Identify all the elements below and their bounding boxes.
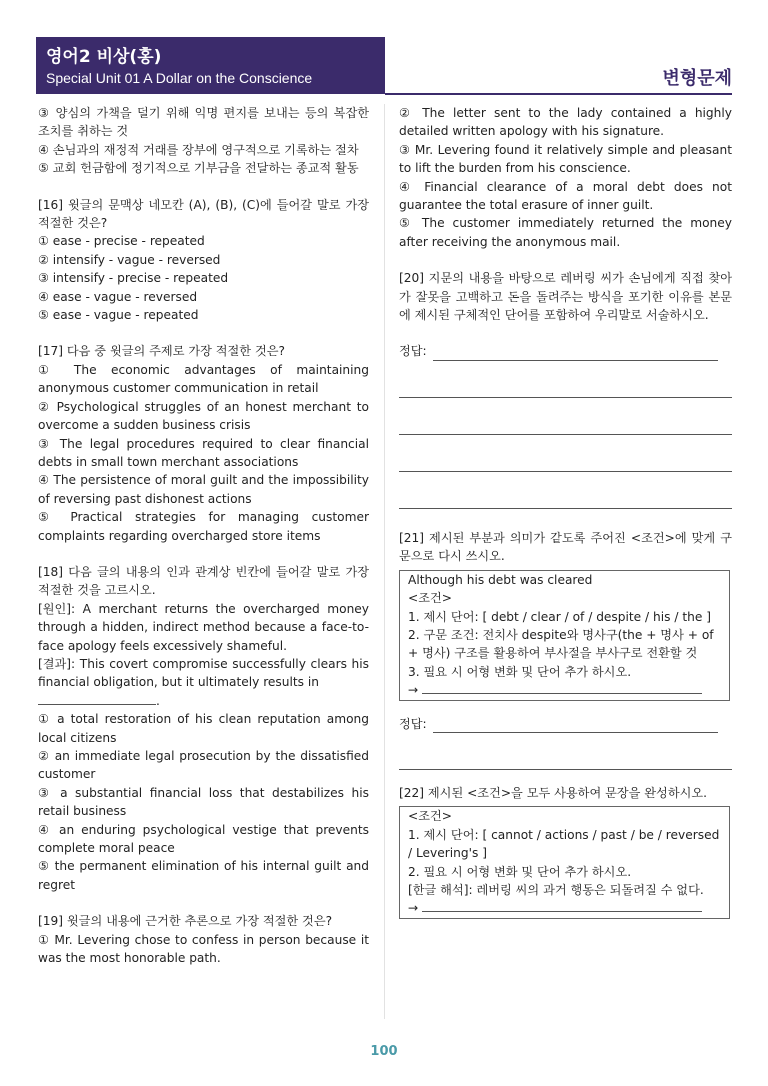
condition-item: 2. 구문 조건: 전치사 despite와 명사구(the + 명사 + of + 명사) 구조를 활용하여 부사절을 부사구로 전환할 것	[408, 627, 714, 661]
condition-box-21	[399, 570, 730, 701]
header-title: 영어2 비상(홍)	[46, 47, 162, 67]
column-divider	[384, 104, 385, 1019]
answer-line[interactable]	[399, 751, 732, 770]
answer-line[interactable]	[399, 490, 732, 509]
option: ④ 손님과의 재정적 거래를 장부에 영구적으로 기록하는 절차	[38, 142, 359, 157]
question-17: [17] 다음 중 윗글의 주제로 가장 적절한 것은?	[38, 344, 285, 359]
result-text: [결과]: This covert compromise successfully clears his financial obligation, but it ultimately results in	[38, 656, 369, 690]
option: ② an immediate legal prosecution by the dissatisfied customer	[38, 749, 369, 782]
blank-line: .	[38, 692, 369, 710]
question-21: [21] 제시된 부분과 의미가 같도록 주어진 <조건>에 맞게 구문으로 다시 쓰시오.	[399, 530, 732, 564]
answer-line[interactable]	[399, 453, 732, 472]
answer-label: 정답:	[399, 344, 427, 359]
option: ① a total restoration of his clean reputation among local citizens	[38, 712, 369, 745]
option: ④ The persistence of moral guilt and the impossibility of reversing past dishonest actions	[38, 473, 369, 506]
option: ① Mr. Levering chose to confess in person because it was the most honorable path.	[38, 932, 369, 966]
option: ⑤ the permanent elimination of his internal guilt and regret	[38, 859, 369, 892]
answer-line-21[interactable]	[399, 715, 732, 733]
condition-item: 2. 필요 시 어형 변화 및 단어 추가 하시오.	[408, 864, 632, 879]
question-19: [19] 윗글의 내용에 근거한 추론으로 가장 적절한 것은?	[38, 914, 333, 929]
option: ④ ease - vague - reversed	[38, 289, 198, 304]
option: ② intensify - vague - reversed	[38, 252, 221, 267]
answer-label: 정답:	[399, 716, 427, 731]
condition-item: 1. 제시 단어: [ debt / clear / of / despite / his / the ]	[408, 609, 711, 624]
page-number: 100	[370, 1044, 398, 1059]
arrow-answer-line[interactable]: →	[408, 681, 721, 699]
option: ③ Mr. Levering found it relatively simple and pleasant to lift the burden from his conscience.	[399, 142, 732, 176]
condition-item: 1. 제시 단어: [ cannot / actions / past / be / reversed / Levering's ]	[408, 827, 720, 861]
option: ⑤ ease - vague - repeated	[38, 308, 199, 323]
header-underline	[385, 93, 732, 95]
arrow-answer-line[interactable]: →	[408, 899, 721, 917]
option: ④ an enduring psychological vestige that prevents complete moral peace	[38, 822, 369, 856]
given-clause: Although his debt was cleared	[408, 572, 593, 587]
option: ③ a substantial financial loss that destabilizes his retail business	[38, 785, 369, 819]
option: ① The economic advantages of maintaining anonymous customer communication in retail	[38, 362, 369, 396]
option: ⑤ 교회 헌금함에 정기적으로 기부금을 전달하는 종교적 활동	[38, 161, 359, 176]
answer-line[interactable]	[399, 416, 732, 435]
left-column	[38, 104, 369, 967]
option: ③ The legal procedures required to clear financial debts in small town merchant associations	[38, 436, 369, 469]
question-20: [20] 지문의 내용을 바탕으로 레버링 씨가 손님에게 직접 찾아가 잘못을 고백하고 돈을 돌려주는 방식을 포기한 이유를 본문에 제시된 구체적인 단어를 포함하여 우리말로 서술하시오.	[399, 271, 732, 323]
option: ⑤ The customer immediately returned the money after receiving the anonymous mail.	[399, 216, 732, 249]
header-subtitle: Special Unit 01 A Dollar on the Conscience	[46, 70, 313, 86]
option: ⑤ Practical strategies for managing customer complaints regarding overcharged store items	[38, 510, 369, 543]
right-column	[399, 104, 732, 919]
option: ② The letter sent to the lady contained a highly detailed written apology with his signature.	[399, 106, 732, 139]
option: ③ intensify - precise - repeated	[38, 271, 229, 286]
condition-heading: <조건>	[408, 809, 452, 824]
question-16: [16] 윗글의 문맥상 네모칸 (A), (B), (C)에 들어갈 말로 가장 적절한 것은?	[38, 197, 369, 231]
header-banner	[36, 37, 385, 94]
option: ③ 양심의 가책을 덜기 위해 익명 편지를 보내는 등의 복잡한 조치를 취하는 것	[38, 106, 369, 139]
cause-text: [원인]: A merchant returns the overcharged money through a hidden, indirect method because a face-to-face apology feels excessively shameful.	[38, 601, 369, 653]
option: ② Psychological struggles of an honest merchant to overcome a sudden business crisis	[38, 399, 369, 433]
option: ① ease - precise - repeated	[38, 234, 205, 249]
question-18: [18] 다음 글의 내용의 인과 관계상 빈칸에 들어갈 말로 가장 적절한 것을 고르시오.	[38, 564, 369, 598]
section-label: 변형문제	[662, 68, 732, 89]
answer-line[interactable]	[399, 379, 732, 398]
option: ④ Financial clearance of a moral debt does not guarantee the total erasure of inner guilt.	[399, 179, 732, 213]
answer-line-20[interactable]	[399, 342, 732, 360]
condition-item: 3. 필요 시 어형 변화 및 단어 추가 하시오.	[408, 664, 632, 679]
condition-box-22	[399, 806, 730, 918]
question-22: [22] 제시된 <조건>을 모두 사용하여 문장을 완성하시오.	[399, 785, 708, 800]
condition-heading: <조건>	[408, 591, 452, 606]
korean-translation: [한글 해석]: 레버링 씨의 과거 행동은 되돌려질 수 없다.	[408, 882, 704, 897]
